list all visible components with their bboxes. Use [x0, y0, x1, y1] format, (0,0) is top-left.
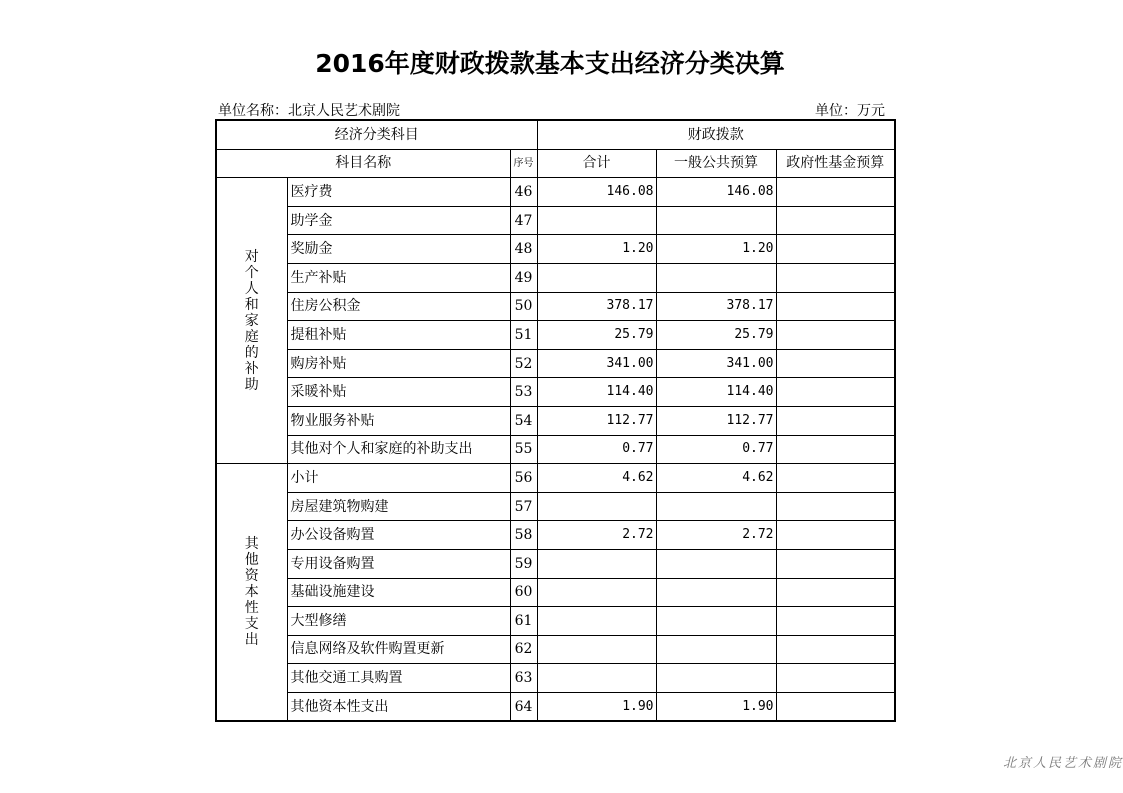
total-cell	[537, 607, 656, 636]
table-row	[216, 435, 895, 464]
seq-cell: 58	[510, 521, 537, 550]
header-gov-fund-budget: 政府性基金预算	[776, 149, 895, 178]
seq-cell: 64	[510, 692, 537, 721]
total-cell: 1.90	[537, 692, 656, 721]
seq-cell: 48	[510, 235, 537, 264]
gov-fund-cell	[776, 578, 895, 607]
subject-name-cell: 生产补贴	[287, 263, 510, 292]
total-cell: 1.20	[537, 235, 656, 264]
total-cell	[537, 206, 656, 235]
unit-name: 单位名称：北京人民艺术剧院	[218, 103, 400, 119]
table-row	[216, 635, 895, 664]
total-cell: 2.72	[537, 521, 656, 550]
general-budget-cell: 0.77	[656, 435, 776, 464]
table-row	[216, 178, 895, 207]
gov-fund-cell	[776, 206, 895, 235]
subject-name-cell: 大型修缮	[287, 607, 510, 636]
general-budget-cell	[656, 578, 776, 607]
seq-cell: 52	[510, 349, 537, 378]
table-row	[216, 263, 895, 292]
general-budget-cell: 4.62	[656, 464, 776, 493]
gov-fund-cell	[776, 321, 895, 350]
header-total: 合计	[537, 149, 656, 178]
total-cell: 114.40	[537, 378, 656, 407]
subject-name-cell: 办公设备购置	[287, 521, 510, 550]
total-cell: 25.79	[537, 321, 656, 350]
total-cell	[537, 263, 656, 292]
total-cell	[537, 664, 656, 693]
gov-fund-cell	[776, 178, 895, 207]
seq-cell: 47	[510, 206, 537, 235]
header-row-2	[216, 149, 895, 178]
seq-cell: 60	[510, 578, 537, 607]
total-cell: 112.77	[537, 406, 656, 435]
gov-fund-cell	[776, 521, 895, 550]
general-budget-cell: 1.90	[656, 692, 776, 721]
total-cell: 0.77	[537, 435, 656, 464]
gov-fund-cell	[776, 378, 895, 407]
subject-name-cell: 其他交通工具购置	[287, 664, 510, 693]
table-row	[216, 349, 895, 378]
subject-name-cell: 医疗费	[287, 178, 510, 207]
seq-cell: 51	[510, 321, 537, 350]
header-econ-class: 经济分类科目	[216, 120, 537, 149]
seq-cell: 50	[510, 292, 537, 321]
expenditure-table	[215, 119, 896, 722]
general-budget-cell: 341.00	[656, 349, 776, 378]
group-label	[216, 464, 287, 722]
general-budget-cell: 112.77	[656, 406, 776, 435]
general-budget-cell: 1.20	[656, 235, 776, 264]
total-cell	[537, 549, 656, 578]
gov-fund-cell	[776, 235, 895, 264]
subject-name-cell: 住房公积金	[287, 292, 510, 321]
subject-name-cell: 基础设施建设	[287, 578, 510, 607]
general-budget-cell: 378.17	[656, 292, 776, 321]
total-cell: 146.08	[537, 178, 656, 207]
subject-name-cell: 其他对个人和家庭的补助支出	[287, 435, 510, 464]
total-cell	[537, 492, 656, 521]
group-label-text: 其他资本性支出	[244, 536, 259, 649]
total-cell: 378.17	[537, 292, 656, 321]
gov-fund-cell	[776, 464, 895, 493]
general-budget-cell	[656, 206, 776, 235]
seq-cell: 59	[510, 549, 537, 578]
gov-fund-cell	[776, 492, 895, 521]
gov-fund-cell	[776, 692, 895, 721]
total-cell	[537, 635, 656, 664]
table-row	[216, 692, 895, 721]
table-row	[216, 235, 895, 264]
seq-cell: 56	[510, 464, 537, 493]
gov-fund-cell	[776, 664, 895, 693]
total-cell	[537, 578, 656, 607]
seal-stamp: 北京人民艺术剧院	[1003, 756, 1123, 771]
header-seq: 序号	[510, 149, 537, 178]
seq-cell: 62	[510, 635, 537, 664]
subject-name-cell: 助学金	[287, 206, 510, 235]
total-cell: 4.62	[537, 464, 656, 493]
gov-fund-cell	[776, 406, 895, 435]
table-row	[216, 292, 895, 321]
subject-name-cell: 购房补贴	[287, 349, 510, 378]
seq-cell: 57	[510, 492, 537, 521]
gov-fund-cell	[776, 349, 895, 378]
seq-cell: 54	[510, 406, 537, 435]
gov-fund-cell	[776, 292, 895, 321]
table-row	[216, 378, 895, 407]
general-budget-cell	[656, 664, 776, 693]
header-row-1	[216, 120, 895, 149]
seq-cell: 46	[510, 178, 537, 207]
gov-fund-cell	[776, 263, 895, 292]
seq-cell: 61	[510, 607, 537, 636]
subject-name-cell: 奖励金	[287, 235, 510, 264]
group-label-text: 对个人和家庭的补助	[244, 248, 259, 393]
subject-name-cell: 小计	[287, 464, 510, 493]
seq-cell: 53	[510, 378, 537, 407]
gov-fund-cell	[776, 635, 895, 664]
table-row	[216, 664, 895, 693]
general-budget-cell: 2.72	[656, 521, 776, 550]
general-budget-cell: 146.08	[656, 178, 776, 207]
gov-fund-cell	[776, 607, 895, 636]
subject-name-cell: 其他资本性支出	[287, 692, 510, 721]
subject-name-cell: 专用设备购置	[287, 549, 510, 578]
subject-name-cell: 物业服务补贴	[287, 406, 510, 435]
table-row	[216, 206, 895, 235]
table-row	[216, 492, 895, 521]
report-title: 2016年度财政拨款基本支出经济分类决算	[315, 49, 785, 78]
subject-name-cell: 信息网络及软件购置更新	[287, 635, 510, 664]
table-row	[216, 549, 895, 578]
header-fiscal: 财政拨款	[537, 120, 895, 149]
unit-label: 单位：万元	[815, 103, 885, 119]
header-subject-name: 科目名称	[216, 149, 510, 178]
general-budget-cell	[656, 549, 776, 578]
general-budget-cell	[656, 263, 776, 292]
table-row	[216, 521, 895, 550]
general-budget-cell	[656, 607, 776, 636]
table-row	[216, 464, 895, 493]
general-budget-cell	[656, 492, 776, 521]
table-row	[216, 406, 895, 435]
seq-cell: 49	[510, 263, 537, 292]
total-cell: 341.00	[537, 349, 656, 378]
table-row	[216, 607, 895, 636]
seq-cell: 55	[510, 435, 537, 464]
general-budget-cell	[656, 635, 776, 664]
gov-fund-cell	[776, 435, 895, 464]
general-budget-cell: 25.79	[656, 321, 776, 350]
general-budget-cell: 114.40	[656, 378, 776, 407]
table-row	[216, 321, 895, 350]
gov-fund-cell	[776, 549, 895, 578]
seq-cell: 63	[510, 664, 537, 693]
subject-name-cell: 采暖补贴	[287, 378, 510, 407]
header-general-budget: 一般公共预算	[656, 149, 776, 178]
subject-name-cell: 提租补贴	[287, 321, 510, 350]
group-label	[216, 178, 287, 464]
table-row	[216, 578, 895, 607]
subject-name-cell: 房屋建筑物购建	[287, 492, 510, 521]
